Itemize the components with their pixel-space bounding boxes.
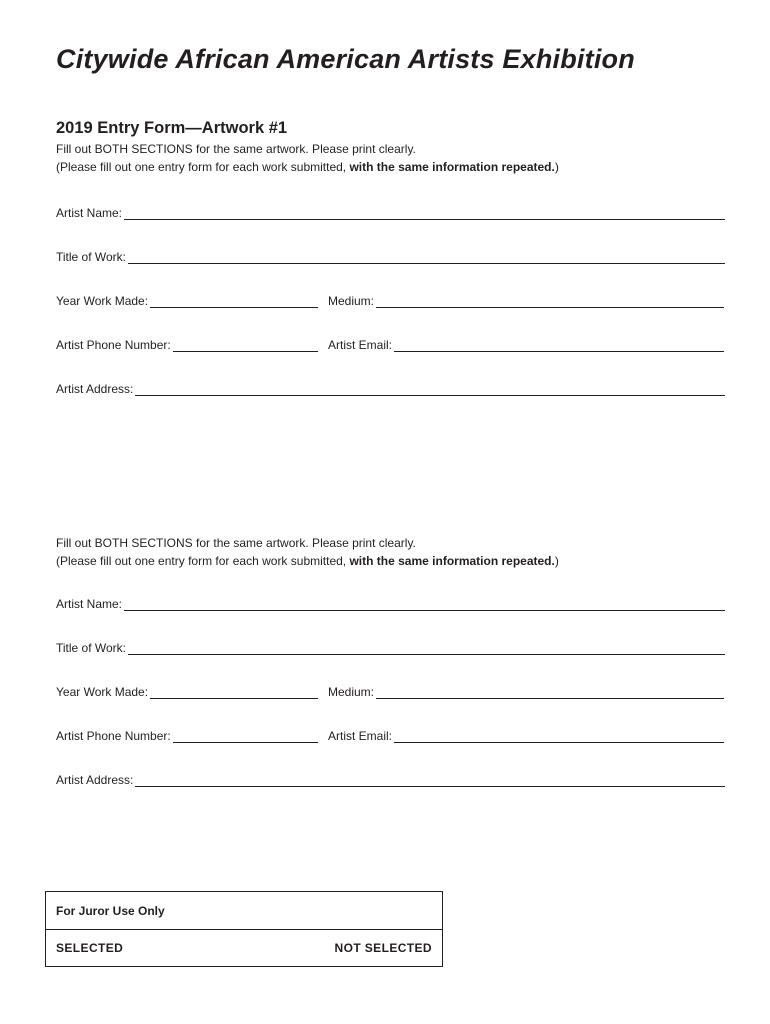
artist-phone-line[interactable]: [173, 337, 318, 352]
instructions-2: [56, 534, 559, 570]
artist-phone-field-1[interactable]: [56, 334, 318, 352]
instructions-1: [56, 140, 559, 176]
instructions-line-2: (Please fill out one entry form for each work submitted, with the same information repeated.): [56, 160, 559, 174]
artist-address-line[interactable]: [135, 381, 725, 396]
artist-email-label: Artist Email:: [328, 729, 393, 743]
year-work-made-line[interactable]: [150, 684, 318, 699]
juror-heading: For Juror Use Only: [46, 892, 442, 930]
instructions-line-1: Fill out BOTH SECTIONS for the same artwork. Please print clearly.: [56, 142, 416, 156]
title-of-work-field-1[interactable]: [56, 246, 725, 264]
artist-email-field-1[interactable]: [328, 334, 724, 352]
artist-name-field-2[interactable]: [56, 593, 725, 611]
title-of-work-field-2[interactable]: [56, 637, 725, 655]
artist-phone-field-2[interactable]: [56, 725, 318, 743]
medium-label: Medium:: [328, 294, 375, 308]
artist-name-field-1[interactable]: [56, 202, 725, 220]
medium-line[interactable]: [376, 684, 724, 699]
artist-address-label: Artist Address:: [56, 773, 134, 787]
medium-field-2[interactable]: [328, 681, 724, 699]
artist-address-field-2[interactable]: [56, 769, 725, 787]
artist-address-field-1[interactable]: [56, 378, 725, 396]
artist-address-line[interactable]: [135, 772, 725, 787]
instructions-line-1: Fill out BOTH SECTIONS for the same artwork. Please print clearly.: [56, 536, 416, 550]
year-work-made-line[interactable]: [150, 293, 318, 308]
artist-email-line[interactable]: [394, 728, 724, 743]
title-of-work-label: Title of Work:: [56, 641, 127, 655]
selected-option[interactable]: SELECTED: [56, 941, 124, 955]
instructions-line-2: (Please fill out one entry form for each work submitted, with the same information repeated.): [56, 554, 559, 568]
artist-address-label: Artist Address:: [56, 382, 134, 396]
medium-label: Medium:: [328, 685, 375, 699]
year-work-made-label: Year Work Made:: [56, 685, 149, 699]
artist-name-line[interactable]: [124, 596, 725, 611]
form-subtitle: 2019 Entry Form—Artwork #1: [56, 119, 288, 137]
title-of-work-label: Title of Work:: [56, 250, 127, 264]
not-selected-option[interactable]: NOT SELECTED: [334, 941, 432, 955]
title-of-work-line[interactable]: [128, 249, 725, 264]
title-of-work-line[interactable]: [128, 640, 725, 655]
artist-name-line[interactable]: [124, 205, 725, 220]
juror-box: [45, 891, 443, 967]
medium-line[interactable]: [376, 293, 724, 308]
medium-field-1[interactable]: [328, 290, 724, 308]
artist-email-label: Artist Email:: [328, 338, 393, 352]
artist-name-label: Artist Name:: [56, 597, 123, 611]
artist-phone-line[interactable]: [173, 728, 318, 743]
page-title: Citywide African American Artists Exhibition: [56, 44, 635, 74]
juror-selection-row: [46, 930, 442, 966]
artist-name-label: Artist Name:: [56, 206, 123, 220]
year-work-made-field-2[interactable]: [56, 681, 318, 699]
artist-email-line[interactable]: [394, 337, 724, 352]
artist-email-field-2[interactable]: [328, 725, 724, 743]
artist-phone-label: Artist Phone Number:: [56, 338, 171, 352]
artist-phone-label: Artist Phone Number:: [56, 729, 171, 743]
year-work-made-field-1[interactable]: [56, 290, 318, 308]
year-work-made-label: Year Work Made:: [56, 294, 149, 308]
